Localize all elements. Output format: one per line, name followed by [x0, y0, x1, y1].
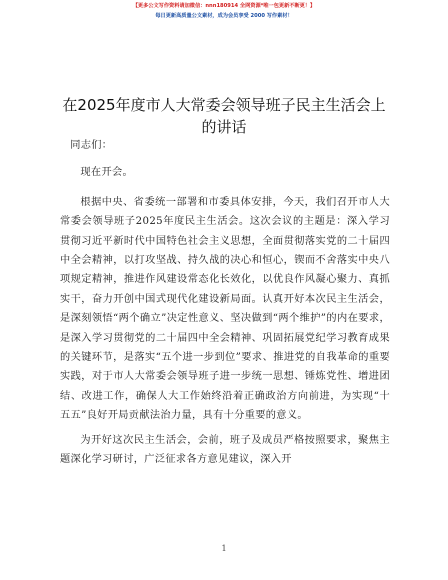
page-number: 1	[221, 544, 227, 553]
body-paragraph: 为开好这次民主生活会，会前，班子及成员严格按照要求，聚焦主题深化学习研讨，广泛征求各方意见建议，深入开	[60, 434, 390, 466]
ad-banner-line-2: 每日更新高质量公文素材，成为会员享受 2000 写作素材！	[155, 13, 293, 19]
opening-line: 现在开会。	[80, 167, 134, 179]
document-body	[60, 136, 390, 475]
body-paragraph: 根据中央、省委统一部署和市委具体安排，今天，我们召开市人大常委会领导班子2025年度民主生活会。这次会议的主题是：深入学习贯彻习近平新时代中国特色社会主义思想，全面贯彻落实党的二十届四中全会精神，以打攻坚战、持久战的决心和恒心，锲而不舍落实中央八项规定精神，推进作风建设常态化长效化，以优良作风凝心聚力、真抓实干，奋力开创中国式现代化建设新局面。认真开好本次民主生活会，是深刻领悟“两个确立”决定性意义、坚决做到“两个维护”的内在要求，是深入学习贯彻党的二十届四中全会精神、巩固拓展党纪学习教育成果的关键环节，是落实“五个进一步到位”要求、推进党的自我革命的重要实践，对于市人大常委会领导班子进一步统一思想、锤炼党性、增进团结、改进工作，确保人大工作始终沿着正确政治方向前进，为实现“十五五”良好开局贡献法治力量，具有十分重要的意义。	[60, 196, 390, 422]
greeting: 同志们：	[70, 140, 113, 151]
ad-banner-line-1: 【更多公文写作资料请加微信：nnn180914 全网资源*唯一包更新不断更！】	[132, 3, 316, 9]
document-title: 在2025年度市人大常委会领导班子民主生活会上的讲话	[62, 96, 386, 136]
